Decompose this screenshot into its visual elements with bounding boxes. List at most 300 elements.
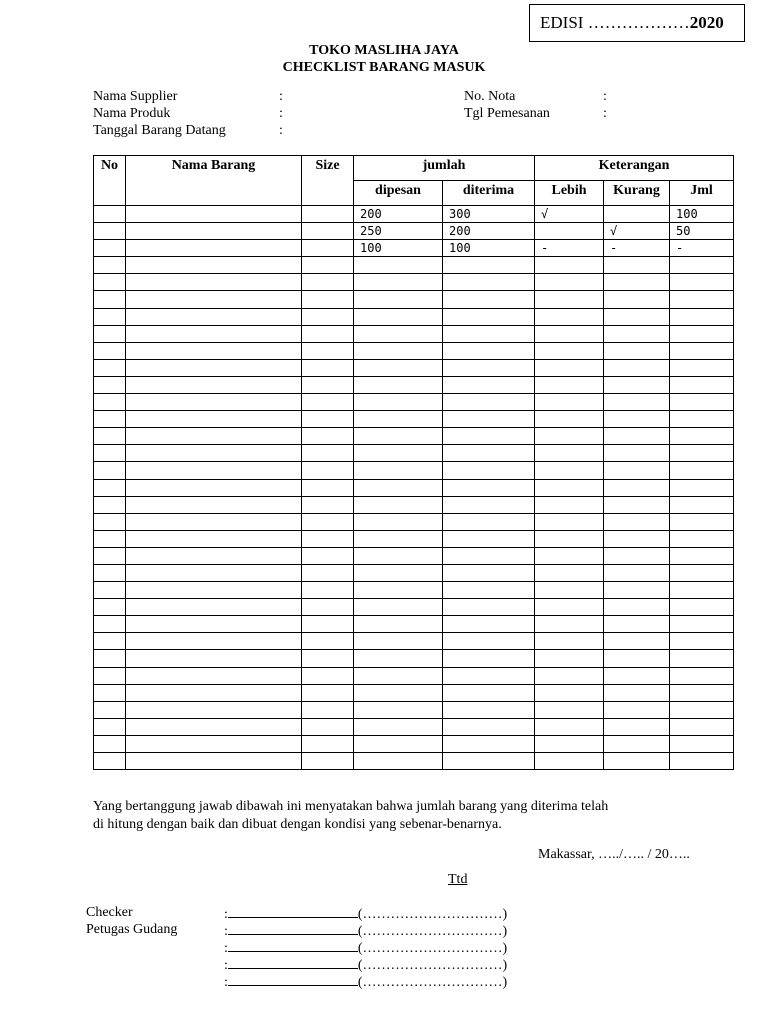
table-cell [535,530,604,547]
table-cell [354,479,443,496]
table-cell [443,325,535,342]
table-cell [604,206,670,223]
table-cell [354,701,443,718]
product-colon: : [279,106,283,121]
table-cell [604,445,670,462]
table-cell [94,223,126,240]
table-cell [670,479,734,496]
table-cell [604,616,670,633]
table-cell [670,462,734,479]
table-cell [94,206,126,223]
table-cell [535,650,604,667]
signature-name-paren: (…………………………) [357,975,508,990]
table-cell [354,291,443,308]
table-cell [535,394,604,411]
table-cell: - [670,240,734,257]
table-cell [94,496,126,513]
table-cell [443,479,535,496]
table-cell [535,599,604,616]
invoice-no-colon: : [603,89,607,104]
table-cell [535,411,604,428]
table-cell [126,513,302,530]
table-cell [126,684,302,701]
edition-year: 2020 [689,13,724,32]
signature-name-paren: (…………………………) [357,958,508,973]
signature-name-paren: (…………………………) [357,924,508,939]
table-cell: 200 [354,206,443,223]
order-date-label: Tgl Pemesanan [464,106,550,121]
table-row [94,564,734,581]
table-cell [302,479,354,496]
table-cell [535,479,604,496]
table-row [94,342,734,359]
signature-underline [228,922,358,935]
table-cell [354,359,443,376]
store-name: TOKO MASLIHA JAYA [309,43,459,58]
table-cell [354,394,443,411]
statement-line-2: di hitung dengan baik dan dibuat dengan kondisi yang sebenar-benarnya. [93,817,502,832]
table-row [94,428,734,445]
table-cell: 250 [354,223,443,240]
table-cell [94,530,126,547]
table-cell [535,513,604,530]
table-cell [94,240,126,257]
table-cell [443,428,535,445]
table-cell [604,325,670,342]
table-cell: 300 [443,206,535,223]
signature-underline [228,905,358,918]
table-row [94,718,734,735]
table-cell [604,564,670,581]
table-cell [443,445,535,462]
table-cell [604,701,670,718]
table-cell [126,359,302,376]
table-cell [302,342,354,359]
table-cell [443,718,535,735]
signature-underline [228,956,358,969]
table-cell [535,291,604,308]
table-cell [535,308,604,325]
header-nama-barang: Nama Barang [126,156,302,206]
table-cell [354,564,443,581]
table-row [94,206,734,223]
table-cell [302,428,354,445]
table-cell [302,582,354,599]
table-cell [604,376,670,393]
table-row [94,701,734,718]
table-row [94,513,734,530]
header-lebih: Lebih [535,181,604,206]
table-cell [604,411,670,428]
table-cell [302,701,354,718]
table-cell [126,616,302,633]
table-cell [535,616,604,633]
signature-colon: : [224,924,228,939]
signature-name-paren: (…………………………) [357,907,508,922]
table-cell [670,308,734,325]
table-cell [443,616,535,633]
table-cell [354,274,443,291]
table-cell [94,308,126,325]
table-cell [670,376,734,393]
table-cell [126,496,302,513]
table-cell [670,564,734,581]
table-cell [535,753,604,770]
table-cell [443,547,535,564]
table-cell [126,564,302,581]
table-cell [302,223,354,240]
table-cell [126,342,302,359]
supplier-label: Nama Supplier [93,89,178,104]
table-cell [94,718,126,735]
table-row [94,274,734,291]
table-cell [443,633,535,650]
table-cell [670,342,734,359]
table-cell [94,650,126,667]
signature-name-paren: (…………………………) [357,941,508,956]
table-row [94,445,734,462]
table-cell [94,445,126,462]
table-cell [302,684,354,701]
document-title: CHECKLIST BARANG MASUK [282,60,486,75]
signature-line [224,922,507,940]
table-row [94,223,734,240]
table-cell [670,445,734,462]
table-cell [604,753,670,770]
table-row [94,650,734,667]
edition-label: EDISI ……………… [540,13,690,32]
table-cell [604,428,670,445]
table-row [94,599,734,616]
table-cell [604,359,670,376]
table-cell [535,496,604,513]
table-cell [670,599,734,616]
signature-label: Petugas Gudang [86,922,178,937]
signature-underline [228,973,358,986]
table-cell [126,701,302,718]
statement [93,798,693,834]
table-cell [94,547,126,564]
table-cell [354,616,443,633]
table-cell [126,325,302,342]
invoice-no-label: No. Nota [464,89,516,104]
statement-line-1: Yang bertanggung jawab dibawah ini menyatakan bahwa jumlah barang yang diterima telah [93,799,609,814]
table-cell [443,291,535,308]
table-row [94,684,734,701]
header-dipesan: dipesan [354,181,443,206]
table-cell [94,513,126,530]
table-cell [443,667,535,684]
table-cell [126,376,302,393]
table-cell [604,582,670,599]
table-row [94,376,734,393]
signature-colon: : [224,907,228,922]
table-row [94,240,734,257]
table-cell [443,496,535,513]
table-cell [354,530,443,547]
table-cell [535,359,604,376]
table-cell [604,547,670,564]
table-cell [670,274,734,291]
table-cell: 100 [670,206,734,223]
table-cell [604,684,670,701]
table-cell [443,564,535,581]
table-cell [302,599,354,616]
signature-heading: Ttd [448,872,468,887]
signature-colon: : [224,958,228,973]
signature-label: Checker [86,905,133,920]
header-diterima: diterima [443,181,535,206]
table-cell [443,650,535,667]
table-row [94,394,734,411]
table-cell [94,291,126,308]
table-cell [535,701,604,718]
table-row [94,616,734,633]
table-cell [126,753,302,770]
table-cell [604,308,670,325]
table-cell [126,206,302,223]
table-cell [354,547,443,564]
table-cell [604,667,670,684]
table-cell [302,359,354,376]
table-cell [535,342,604,359]
table-cell [670,684,734,701]
table-cell [94,616,126,633]
table-cell [302,513,354,530]
table-cell [94,684,126,701]
table-cell [94,582,126,599]
table-cell [670,753,734,770]
table-cell [604,257,670,274]
signature-underline [228,939,358,952]
table-cell [670,616,734,633]
table-cell [354,513,443,530]
table-cell [535,325,604,342]
table-cell [126,428,302,445]
table-cell [302,564,354,581]
table-cell [604,462,670,479]
table-cell [94,633,126,650]
table-cell [354,411,443,428]
table-cell [604,633,670,650]
table-cell [535,428,604,445]
table-cell [94,274,126,291]
table-row [94,582,734,599]
table-cell [302,650,354,667]
table-cell [302,274,354,291]
table-cell [443,599,535,616]
table-cell [354,718,443,735]
table-cell [94,394,126,411]
table-cell [354,753,443,770]
table-cell [126,411,302,428]
table-cell [302,735,354,752]
header-jumlah: jumlah [354,156,535,181]
table-cell [302,530,354,547]
checklist-table [93,155,734,770]
table-cell [354,257,443,274]
table-cell [354,735,443,752]
table-cell [94,479,126,496]
table-cell [535,564,604,581]
table-cell [354,496,443,513]
table-cell [94,462,126,479]
table-cell [354,633,443,650]
table-cell [354,308,443,325]
table-cell [302,753,354,770]
table-row [94,411,734,428]
table-cell [670,735,734,752]
table-row [94,547,734,564]
table-row [94,667,734,684]
table-cell [535,735,604,752]
table-row [94,479,734,496]
order-date-colon: : [603,106,607,121]
table-cell [354,445,443,462]
table-cell [535,718,604,735]
table-cell [94,376,126,393]
table-cell [126,462,302,479]
table-cell [302,633,354,650]
table-cell [443,359,535,376]
table-cell [535,257,604,274]
table-cell [604,342,670,359]
table-cell [443,376,535,393]
table-cell [302,718,354,735]
table-cell [604,291,670,308]
table-cell [126,257,302,274]
table-cell [126,633,302,650]
signature-colon: : [224,941,228,956]
table-cell [535,445,604,462]
table-row [94,753,734,770]
table-cell: 100 [443,240,535,257]
table-cell [604,479,670,496]
table-row [94,325,734,342]
place-date: Makassar, …../….. / 20….. [538,847,690,862]
table-cell [126,650,302,667]
table-cell [354,325,443,342]
header-size: Size [302,156,354,206]
product-label: Nama Produk [93,106,171,121]
table-cell [126,394,302,411]
table-cell [670,582,734,599]
table-cell [126,445,302,462]
table-cell [94,735,126,752]
header-keterangan: Keterangan [535,156,734,181]
table-cell [126,530,302,547]
supplier-colon: : [279,89,283,104]
table-row [94,735,734,752]
table-cell [126,735,302,752]
table-body [94,206,734,770]
table-cell [443,530,535,547]
table-cell [354,376,443,393]
table-cell [604,274,670,291]
table-cell [535,582,604,599]
table-cell [670,530,734,547]
signature-colon: : [224,975,228,990]
table-cell [670,411,734,428]
table-cell [94,359,126,376]
table-cell [604,650,670,667]
table-cell [670,291,734,308]
table-cell [670,496,734,513]
table-cell [670,718,734,735]
table-cell: √ [535,206,604,223]
table-cell [94,428,126,445]
table-cell [302,547,354,564]
table-cell [443,753,535,770]
table-cell [126,667,302,684]
table-cell [302,376,354,393]
table-cell [302,308,354,325]
table-cell [604,394,670,411]
table-cell: - [535,240,604,257]
table-row [94,462,734,479]
signature-line [224,973,507,991]
table-cell [604,530,670,547]
table-cell [354,667,443,684]
table-cell [94,411,126,428]
table-cell [302,257,354,274]
table-cell [94,342,126,359]
table-cell: √ [604,223,670,240]
table-cell [94,564,126,581]
table-cell [302,291,354,308]
table-cell [443,274,535,291]
table-cell [443,684,535,701]
table-cell [670,667,734,684]
table-cell [443,582,535,599]
table-row [94,257,734,274]
table-cell [670,394,734,411]
table-cell [670,257,734,274]
table-cell [443,462,535,479]
table-cell [670,547,734,564]
table-cell [443,342,535,359]
table-cell [670,633,734,650]
table-cell [302,462,354,479]
table-cell [443,735,535,752]
table-cell [94,325,126,342]
table-cell [604,735,670,752]
table-cell [302,325,354,342]
table-cell [302,206,354,223]
header-no: No [94,156,126,206]
table-cell [670,513,734,530]
table-cell [94,701,126,718]
table-cell [535,547,604,564]
table-cell [535,462,604,479]
table-cell [354,462,443,479]
table-row [94,633,734,650]
table-cell: 100 [354,240,443,257]
table-cell [670,359,734,376]
table-cell [670,428,734,445]
table-row [94,359,734,376]
table-cell [94,667,126,684]
table-row [94,496,734,513]
table-cell [443,308,535,325]
table-cell [354,599,443,616]
signature-line [224,905,507,923]
table-cell [302,394,354,411]
table-row [94,291,734,308]
table-cell [535,376,604,393]
table-cell [443,701,535,718]
table-cell [126,718,302,735]
